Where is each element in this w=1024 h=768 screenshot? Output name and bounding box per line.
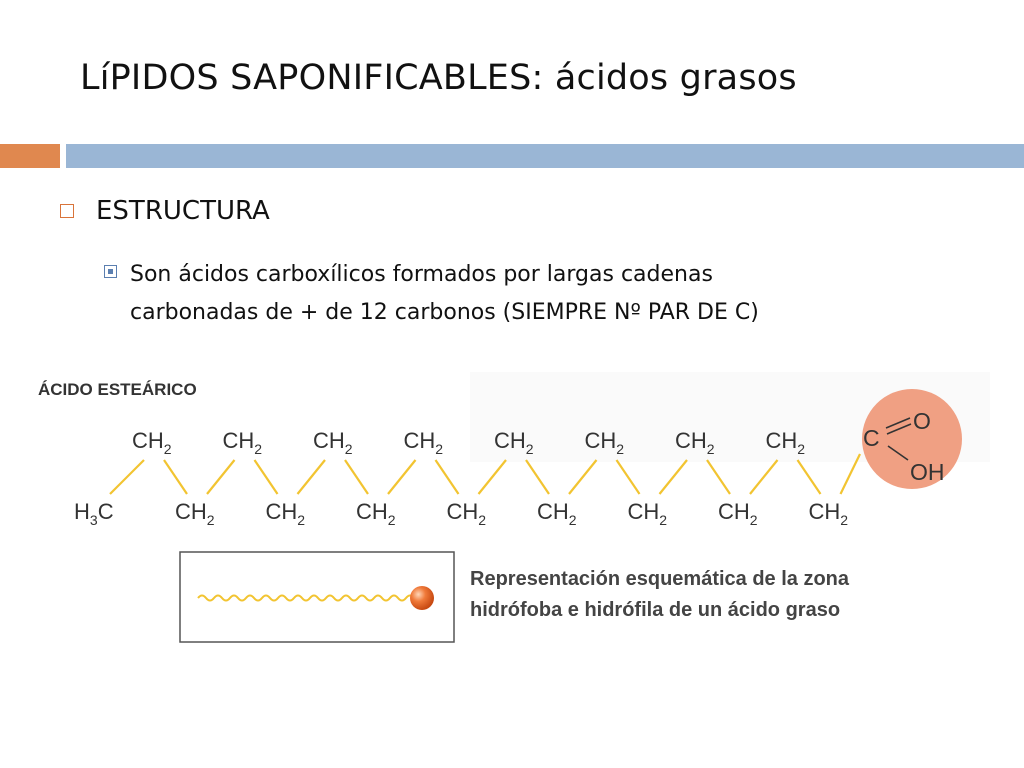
filled-square-bullet-icon <box>104 265 117 278</box>
top-ch2-group-text: CH <box>584 428 617 453</box>
bottom-ch2-group-text: CH <box>627 499 660 524</box>
bottom-ch2-group-text: CH <box>175 499 207 524</box>
carboxyl-hydroxyl: OH <box>910 459 945 485</box>
stearic-acid-figure <box>30 362 994 652</box>
bottom-ch2-group-text: CH <box>718 499 750 524</box>
sub-bullet-text <box>130 256 759 332</box>
slide-title: LíPIDOS SAPONIFICABLES: ácidos grasos <box>80 58 797 98</box>
hydrophilic-head-ball <box>410 586 434 610</box>
accent-bar-orange <box>0 144 60 168</box>
methyl-h: H <box>74 499 90 524</box>
top-ch2-group-text: CH <box>765 428 798 453</box>
bullet-estructura <box>60 196 270 226</box>
methyl-subscript: 3 <box>89 512 98 528</box>
bottom-ch2-group-subscript: 2 <box>478 512 487 528</box>
top-ch2-group-text: CH <box>675 428 707 453</box>
bottom-ch2-group-text: CH <box>356 499 388 524</box>
sub-bullet-line-1: Son ácidos carboxílicos formados por largas cadenas <box>130 262 713 287</box>
sub-bullet-line-2: carbonadas de + de 12 carbonos (SIEMPRE Nº PAR DE C) <box>130 300 759 325</box>
stearic-acid-diagram <box>30 362 994 652</box>
top-ch2-group-subscript: 2 <box>706 441 715 457</box>
bottom-ch2-group-subscript: 2 <box>840 512 849 528</box>
top-ch2-group-text: CH <box>403 428 436 453</box>
bottom-ch2-group-subscript: 2 <box>206 512 215 528</box>
accent-bar-blue <box>66 144 1024 168</box>
top-ch2-group-text: CH <box>132 428 164 453</box>
bullet-text: ESTRUCTURA <box>96 196 270 226</box>
caption-line-1: Representación esquemática de la zona <box>470 568 850 590</box>
square-bullet-icon <box>60 204 74 218</box>
top-ch2-group-subscript: 2 <box>797 441 806 457</box>
bottom-ch2-group-text: CH <box>446 499 479 524</box>
top-ch2-group-text: CH <box>313 428 345 453</box>
top-ch2-group-subscript: 2 <box>616 441 625 457</box>
top-ch2-group-subscript: 2 <box>525 441 534 457</box>
top-ch2-group-text: CH <box>494 428 526 453</box>
figure-label: ÁCIDO ESTEÁRICO <box>38 380 197 399</box>
bottom-ch2-group-subscript: 2 <box>297 512 306 528</box>
top-ch2-group-text: CH <box>222 428 255 453</box>
bottom-ch2-group-subscript: 2 <box>387 512 396 528</box>
bottom-ch2-group-subscript: 2 <box>568 512 577 528</box>
caption-line-2: hidrófoba e hidrófila de un ácido graso <box>470 599 841 621</box>
sub-bullet <box>104 256 1004 332</box>
bottom-ch2-group-subscript: 2 <box>659 512 668 528</box>
top-ch2-group-subscript: 2 <box>254 441 263 457</box>
carboxyl-oxygen: O <box>913 408 931 434</box>
top-ch2-group-subscript: 2 <box>163 441 172 457</box>
bottom-ch2-group-text: CH <box>265 499 298 524</box>
carboxyl-carbon: C <box>863 425 880 451</box>
top-ch2-group-subscript: 2 <box>344 441 353 457</box>
bottom-ch2-group-text: CH <box>537 499 569 524</box>
bottom-ch2-group-subscript: 2 <box>749 512 758 528</box>
methyl-c: C <box>97 499 114 524</box>
bottom-ch2-group-text: CH <box>808 499 841 524</box>
top-ch2-group-subscript: 2 <box>435 441 444 457</box>
